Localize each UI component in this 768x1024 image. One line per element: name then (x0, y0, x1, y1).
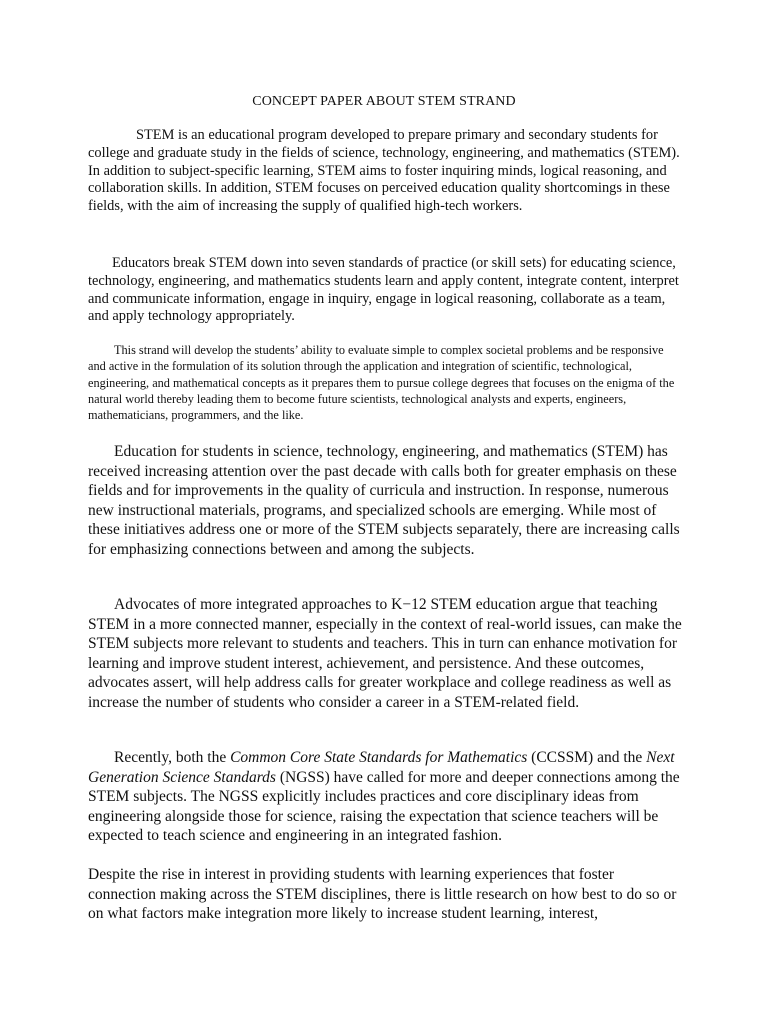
paragraph-ccssm-ngss (88, 748, 682, 846)
paragraph-text-segment: (CCSSM) and the (527, 749, 647, 766)
ccssm-title: Common Core State Standards for Mathematics (230, 749, 528, 766)
paragraph-text-segment: Recently, both the (114, 749, 231, 766)
ngss-title: Next Generation Science Standards (88, 749, 675, 786)
paragraph-stem-attention: Education for students in science, technology, engineering, and mathematics (STEM) has received increasing attention over the past decade with calls both for greater emphasis on these fields and for improvements in the quality of curricula and instruction. In response, numerous new instructional materials, programs, and specialized schools are emerging. While most of these initiatives address one or more of the STEM subjects separately, there are increasing calls for emphasizing connections between and among the subjects. (88, 443, 680, 558)
paragraph-research-gap: Despite the rise in interest in providing students with learning experiences that foster connection making across the STEM disciplines, there is little research on how best to do so or on what factors make integration more likely to increase student learning, interest, (88, 866, 677, 923)
paragraph-standards-of-practice: Educators break STEM down into seven standards of practice (or skill sets) for educating science, technology, engineering, and mathematics students learn and apply content, integrate content, interpret and communicate information, engage in inquiry, engage in logical reasoning, collaborate as a team, and apply technology appropriately. (88, 255, 679, 325)
paragraph-stem-definition: STEM is an educational program developed to prepare primary and secondary students for college and graduate study in the fields of science, technology, engineering, and mathematics (STEM). In addition to subject-specific learning, STEM aims to foster inquiring minds, logical reasoning, and collaboration skills. In addition, STEM focuses on perceived education quality shortcomings in these fields, with the aim of increasing the supply of qualified high-tech workers. (88, 127, 680, 215)
document-title: CONCEPT PAPER ABOUT STEM STRAND (252, 94, 516, 109)
paragraph-integrated-approaches: Advocates of more integrated approaches to K−12 STEM education argue that teaching STEM in a more connected manner, especially in the context of real-world issues, can make the STEM subjects more relevant to students and teachers. This in turn can enhance motivation for learning and improve student interest, achievement, and persistence. And these outcomes, advocates assert, will help address calls for greater workplace and college readiness as well as increase the number of students who consider a career in a STEM-related field. (88, 596, 682, 711)
paragraph-text-segment: (NGSS) have called for more and deeper connections among the STEM subjects. The NGSS explicitly includes practices and core disciplinary ideas from engineering alongside those for science, raising the expectation that science teachers will be expected to teach science and engineering in an integrated fashion. (88, 768, 680, 845)
paragraph-strand-goal: This strand will develop the students’ ability to evaluate simple to complex societal problems and be responsive and active in the formulation of its solution through the application and integration of scientific, technological, engineering, and mathematical concepts as it prepares them to pursue college degrees that focuses on the enigma of the natural world thereby leading them to become future scientists, technological analysts and experts, engineers, mathematicians, programmers, and the like. (88, 343, 675, 423)
